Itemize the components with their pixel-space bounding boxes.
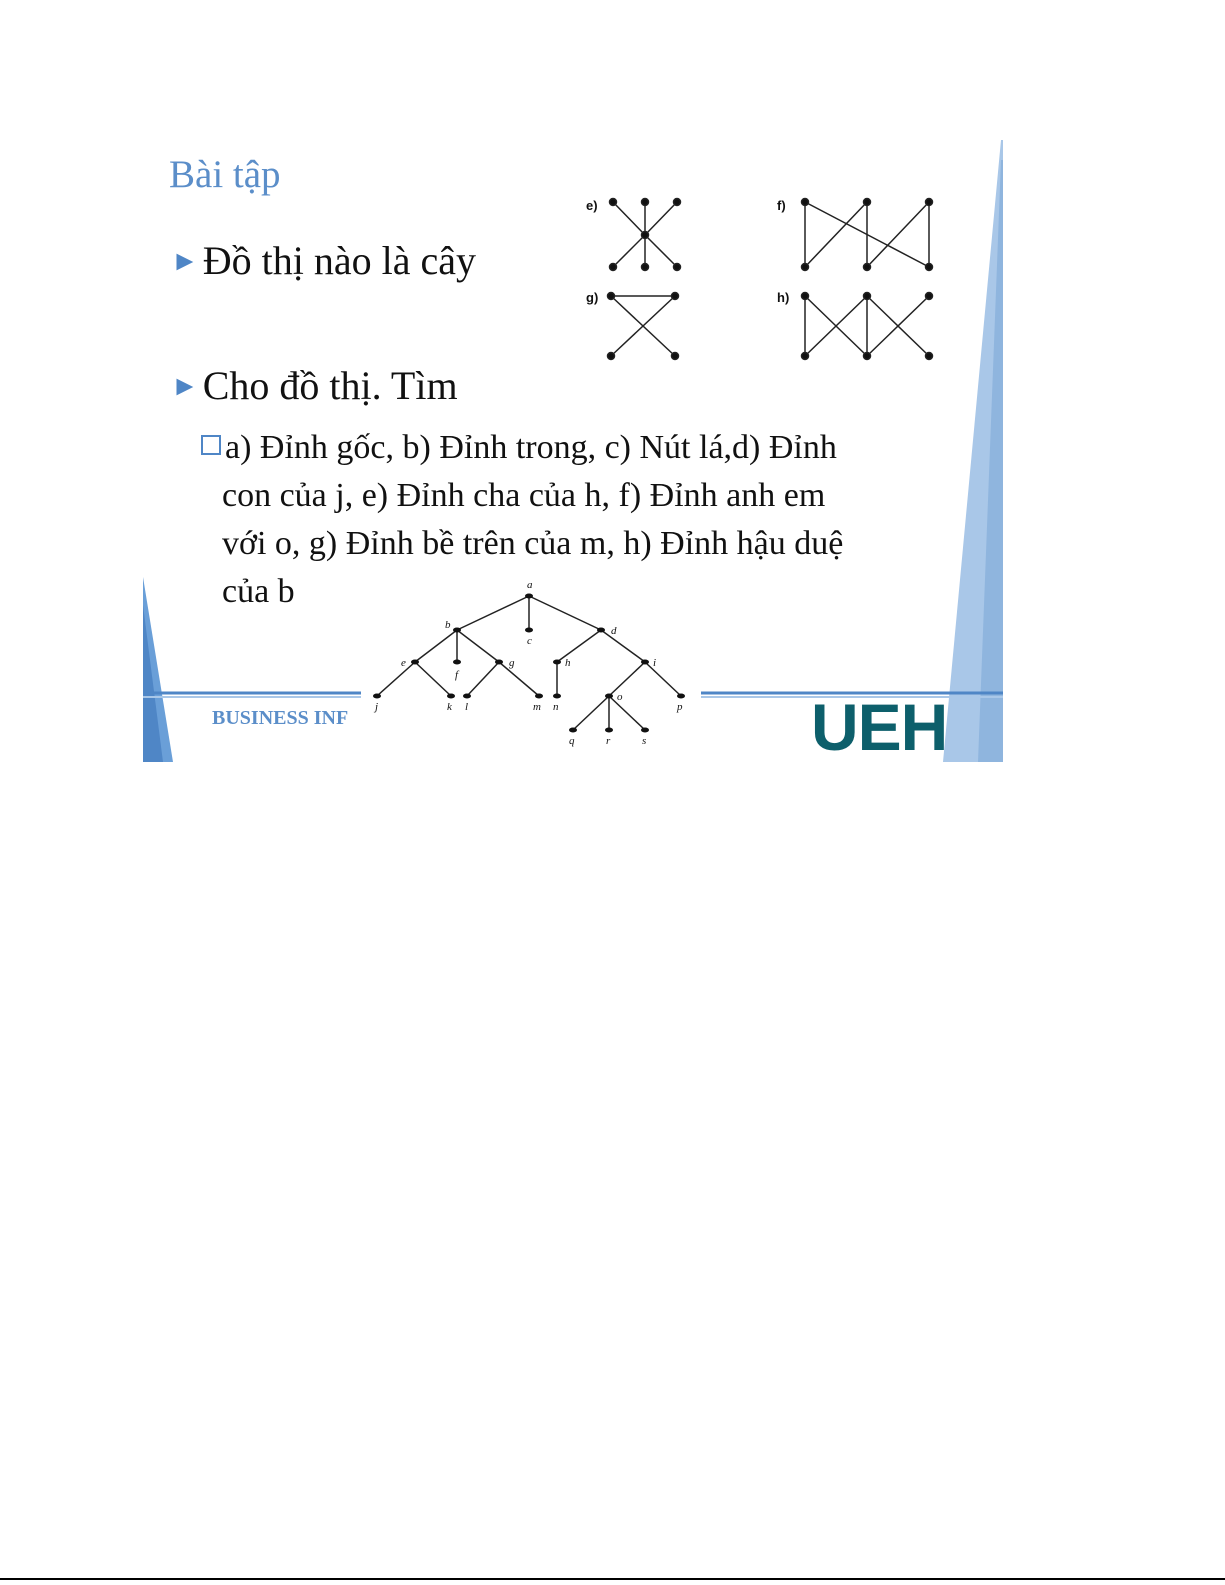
footer-text: BUSINESS INF [212, 707, 349, 729]
sub-line: con của j, e) Đỉnh cha của h, f) Đỉnh anh em [222, 477, 826, 514]
tree-node-label: n [553, 701, 559, 713]
graph-e [610, 199, 681, 271]
bullet-given-graph [171, 362, 458, 409]
tree-node-label: e [401, 657, 406, 669]
graph-label: g) [586, 290, 599, 305]
tree-node-label: a [527, 579, 533, 591]
tree-node-label: p [677, 701, 683, 713]
tree-node-label: m [533, 701, 541, 713]
tree-node-label: c [527, 635, 532, 647]
graph-label: f) [777, 198, 786, 213]
graph-label: e) [586, 198, 598, 213]
graph-g [608, 293, 679, 360]
slide [143, 140, 1003, 762]
slide-title: Bài tập [169, 153, 281, 196]
page-bottom-rule [0, 1578, 1225, 1580]
tree-node-label: q [569, 735, 575, 747]
tree-node-label: j [375, 701, 379, 713]
tree-node-label: i [653, 657, 657, 669]
ueh-logo: UEH [811, 690, 948, 762]
tree-node-label: o [617, 691, 623, 703]
tree-node-label: g [509, 657, 515, 669]
tree-node-label: r [606, 735, 611, 747]
bullet-text: Cho đồ thị. Tìm [202, 363, 458, 408]
bullet-which-is-tree [171, 237, 476, 284]
sub-line: của b [222, 573, 295, 610]
tree-node-label: b [445, 619, 451, 631]
triangle-bullet-icon: ► [171, 371, 199, 402]
square-bullet-icon [201, 435, 221, 455]
tree-node-label: l [465, 701, 469, 713]
graph-options-figure [579, 188, 949, 368]
sub-line: a) Đỉnh gốc, b) Đỉnh trong, c) Nút lá,d) Đỉnh [201, 424, 961, 472]
bullet-text: Đồ thị nào là cây [202, 238, 476, 283]
tree-node-label: k [447, 701, 452, 713]
tree-node-label: h [565, 657, 571, 669]
triangle-bullet-icon: ► [171, 246, 199, 277]
graph-label: h) [777, 290, 790, 305]
graph-h [802, 293, 933, 360]
tree-node-label: f [455, 669, 459, 681]
sub-line: với o, g) Đỉnh bề trên của m, h) Đỉnh hậu duệ [222, 525, 844, 562]
rooted-tree-figure [361, 578, 701, 762]
tree-node-label: s [642, 735, 647, 747]
graph-f [802, 199, 933, 271]
tree-node-label: d [611, 625, 617, 637]
